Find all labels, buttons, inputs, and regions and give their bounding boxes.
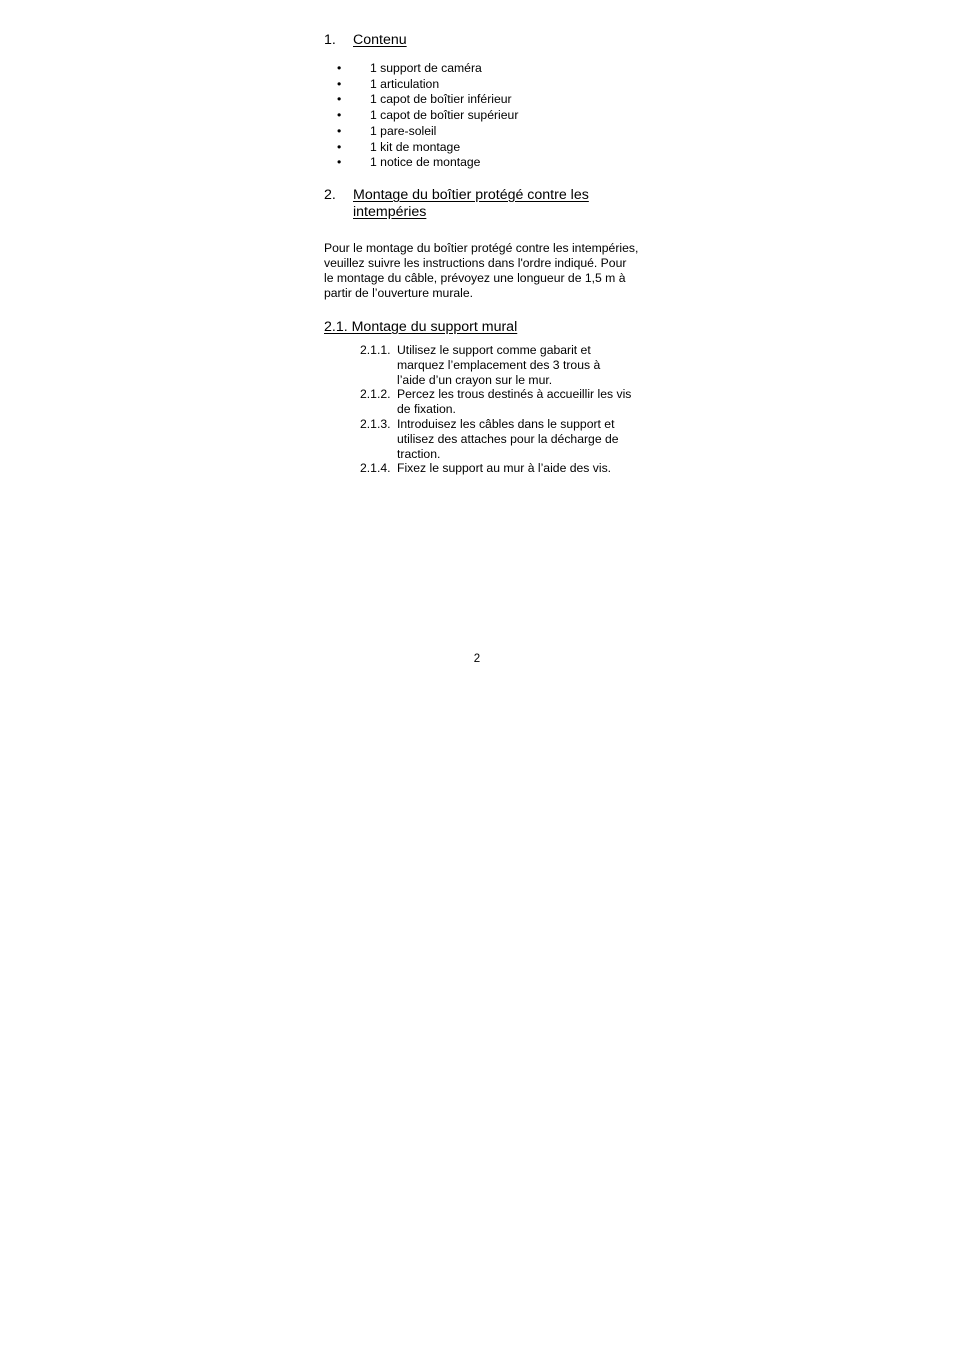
contents-list [324, 61, 644, 171]
content-column [324, 30, 644, 476]
step-number: 2.1.2. [360, 387, 391, 402]
step-text: Introduisez les câbles dans le support et utilisez des attaches pour la décharge de traction. [397, 416, 619, 461]
list-item-text: 1 capot de boîtier inférieur [370, 92, 512, 107]
section-title: Contenu [353, 32, 407, 48]
section-number: 2. [324, 186, 336, 203]
page-number: 2 [473, 653, 481, 665]
section-title-line-1: Montage du boîtier protégé contre les [353, 186, 589, 203]
section-heading-contenu [324, 32, 644, 49]
list-item [324, 77, 644, 93]
step-number: 2.1.4. [360, 461, 391, 476]
list-item [324, 155, 644, 171]
section-heading-montage [324, 187, 644, 221]
bullet-icon: • [337, 92, 342, 107]
list-item [324, 124, 644, 140]
section-number: 1. [324, 32, 336, 48]
bullet-icon: • [337, 155, 342, 170]
bullet-icon: • [337, 123, 342, 138]
list-item [324, 140, 644, 156]
bullet-icon: • [337, 61, 342, 75]
step-text: Fixez le support au mur à l’aide des vis. [397, 461, 612, 476]
list-item-text: 1 capot de boîtier supérieur [370, 108, 519, 123]
list-item-text: 1 notice de montage [370, 155, 481, 170]
list-item-text: 1 articulation [370, 76, 440, 91]
bullet-icon: • [337, 108, 342, 123]
list-item-text: 1 pare-soleil [370, 123, 437, 138]
intro-paragraph: Pour le montage du boîtier protégé contre les intempéries, veuillez suivre les instructions dans l'ordre indiqué. Pour le montage du câble, prévoyez une longueur de 1,5 m à partir de l’ouverture murale. [324, 240, 639, 300]
list-item [324, 92, 644, 108]
step-item [324, 343, 632, 387]
step-text: Utilisez le support comme gabarit et marquez l’emplacement des 3 trous à l’aide d’un crayon sur le mur. [397, 342, 601, 387]
list-item-text: 1 support de caméra [370, 61, 482, 75]
list-item-text: 1 kit de montage [370, 139, 461, 154]
section-title-line-2: intempéries [353, 203, 427, 220]
step-item [324, 387, 632, 417]
bullet-icon: • [337, 76, 342, 91]
subsection-heading: 2.1. Montage du support mural [324, 318, 518, 335]
list-item [324, 108, 644, 124]
step-item [324, 461, 632, 476]
step-text: Percez les trous destinés à accueillir les vis de fixation. [397, 387, 632, 417]
step-number: 2.1.1. [360, 342, 391, 357]
step-item [324, 417, 632, 461]
bullet-icon: • [337, 139, 342, 154]
list-item [324, 61, 644, 77]
step-number: 2.1.3. [360, 416, 391, 431]
steps-list [324, 343, 644, 476]
